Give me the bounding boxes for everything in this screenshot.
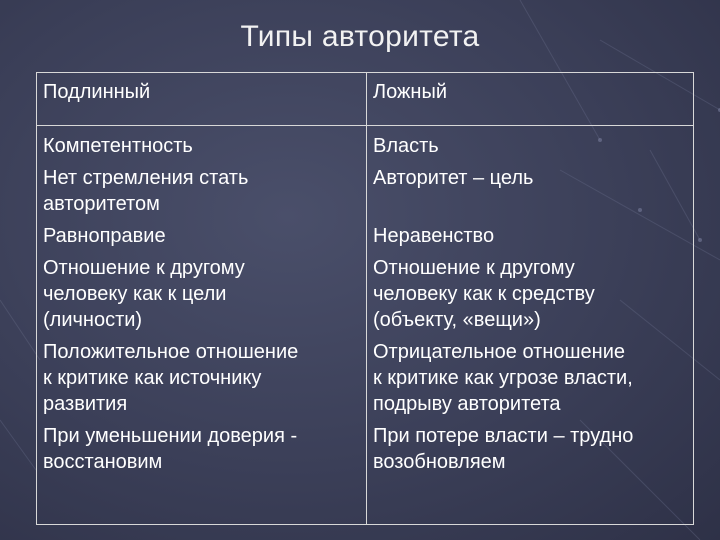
list-item: человеку как к средству bbox=[373, 283, 595, 305]
list-item: (личности) bbox=[43, 309, 143, 331]
list-item: человеку как к цели bbox=[43, 283, 227, 305]
list-item: (объекту, «вещи») bbox=[373, 309, 541, 331]
list-item: Компетентность bbox=[43, 135, 193, 157]
list-item: восстановим bbox=[43, 451, 163, 473]
list-item: подрыву авторитета bbox=[373, 393, 561, 415]
list-item: Авторитет – цель bbox=[373, 167, 534, 189]
column-divider bbox=[366, 73, 367, 524]
page-title: Типы авторитета bbox=[240, 20, 480, 53]
list-item: возобновляем bbox=[373, 451, 506, 473]
list-item: развития bbox=[43, 393, 128, 415]
list-item: Положительное отношение bbox=[43, 341, 299, 363]
list-item: Неравенство bbox=[373, 225, 495, 247]
list-item: Отношение к другому bbox=[373, 257, 575, 279]
list-item: Нет стремления стать bbox=[43, 167, 249, 189]
comparison-table bbox=[36, 72, 694, 525]
list-item: к критике как угрозе власти, bbox=[373, 367, 633, 389]
list-item: Отношение к другому bbox=[43, 257, 245, 279]
list-item: При потере власти – трудно bbox=[373, 425, 634, 447]
list-item: Власть bbox=[373, 135, 439, 157]
header-divider bbox=[37, 125, 693, 126]
list-item: к критике как источнику bbox=[43, 367, 262, 389]
header-false: Ложный bbox=[373, 81, 447, 103]
column-genuine bbox=[43, 133, 363, 475]
list-item: При уменьшении доверия - bbox=[43, 425, 298, 447]
list-item: Равноправие bbox=[43, 225, 166, 247]
header-genuine: Подлинный bbox=[43, 81, 151, 103]
list-item bbox=[373, 191, 691, 217]
list-item: авторитетом bbox=[43, 193, 160, 215]
list-item: Отрицательное отношение bbox=[373, 341, 626, 363]
column-false bbox=[373, 133, 691, 475]
